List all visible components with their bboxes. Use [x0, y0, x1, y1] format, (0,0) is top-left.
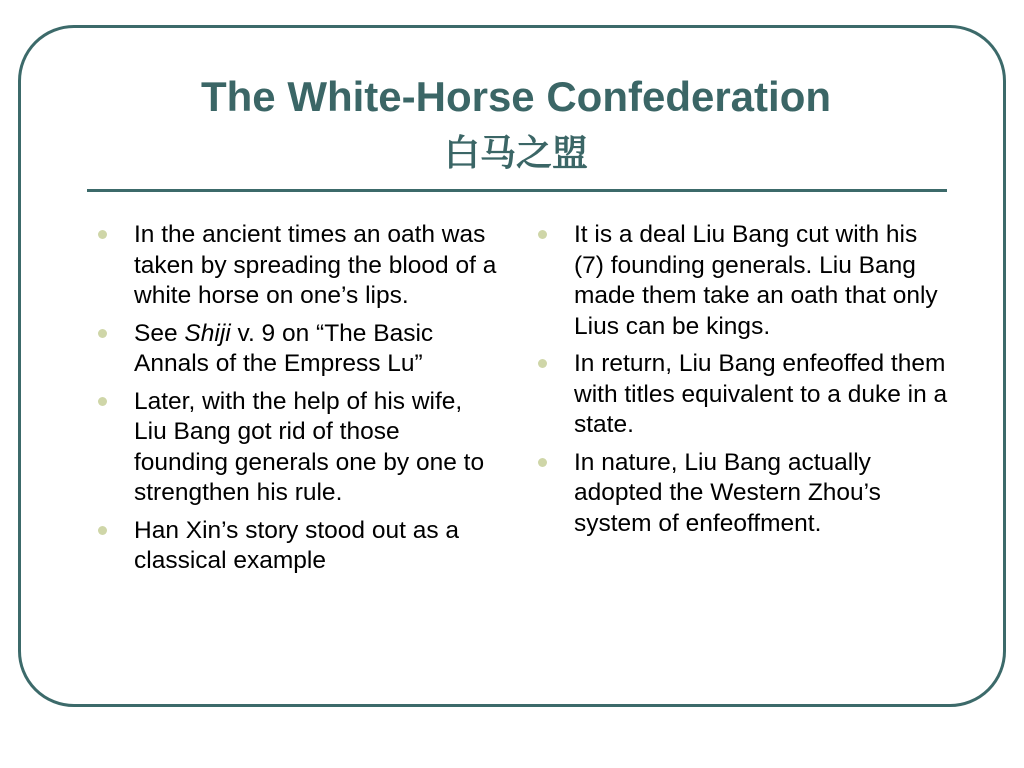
list-item [96, 516, 498, 577]
list-item [96, 220, 498, 312]
left-bullet-list [96, 220, 498, 584]
list-item [536, 220, 948, 342]
bullet-dot-icon [538, 230, 547, 239]
list-item [536, 448, 948, 540]
bullet-dot-icon [98, 397, 107, 406]
bullet-dot-icon [98, 526, 107, 535]
bullet-text: In return, Liu Bang enfeoffed them with titles equivalent to a duke in a state. [574, 350, 948, 438]
bullet-text-suffix: v. 9 on “The Basic Annals of the Empress Lu” [134, 319, 434, 377]
bullet-text-prefix: See [134, 319, 185, 347]
bullet-text: In nature, Liu Bang actually adopted the Western Zhou’s system of enfeoffment. [574, 448, 881, 537]
bullet-text: Later, with the help of his wife, Liu Bang got rid of those founding generals one by one to strengthen his rule. [134, 387, 485, 506]
bullet-dot-icon [538, 359, 547, 368]
title-divider [87, 189, 947, 192]
shiji-title-italic: Shiji [184, 319, 231, 347]
list-item [96, 319, 498, 380]
bullet-text: In the ancient times an oath was taken by spreading the blood of a white horse on one’s lips. [134, 221, 497, 309]
bullet-text: Han Xin’s story stood out as a classical example [134, 516, 460, 574]
bullet-dot-icon [98, 230, 107, 239]
list-item [536, 349, 948, 441]
right-bullet-list [536, 220, 948, 546]
bullet-dot-icon [538, 458, 547, 467]
bullet-dot-icon [98, 329, 107, 338]
list-item [96, 387, 498, 509]
slide-subtitle-chinese: 白马之盟 [443, 133, 588, 174]
slide-title: The White-Horse Confederation [200, 73, 832, 120]
bullet-text: It is a deal Liu Bang cut with his (7) founding generals. Liu Bang made them take an oath that only Lius can be kings. [574, 221, 938, 340]
